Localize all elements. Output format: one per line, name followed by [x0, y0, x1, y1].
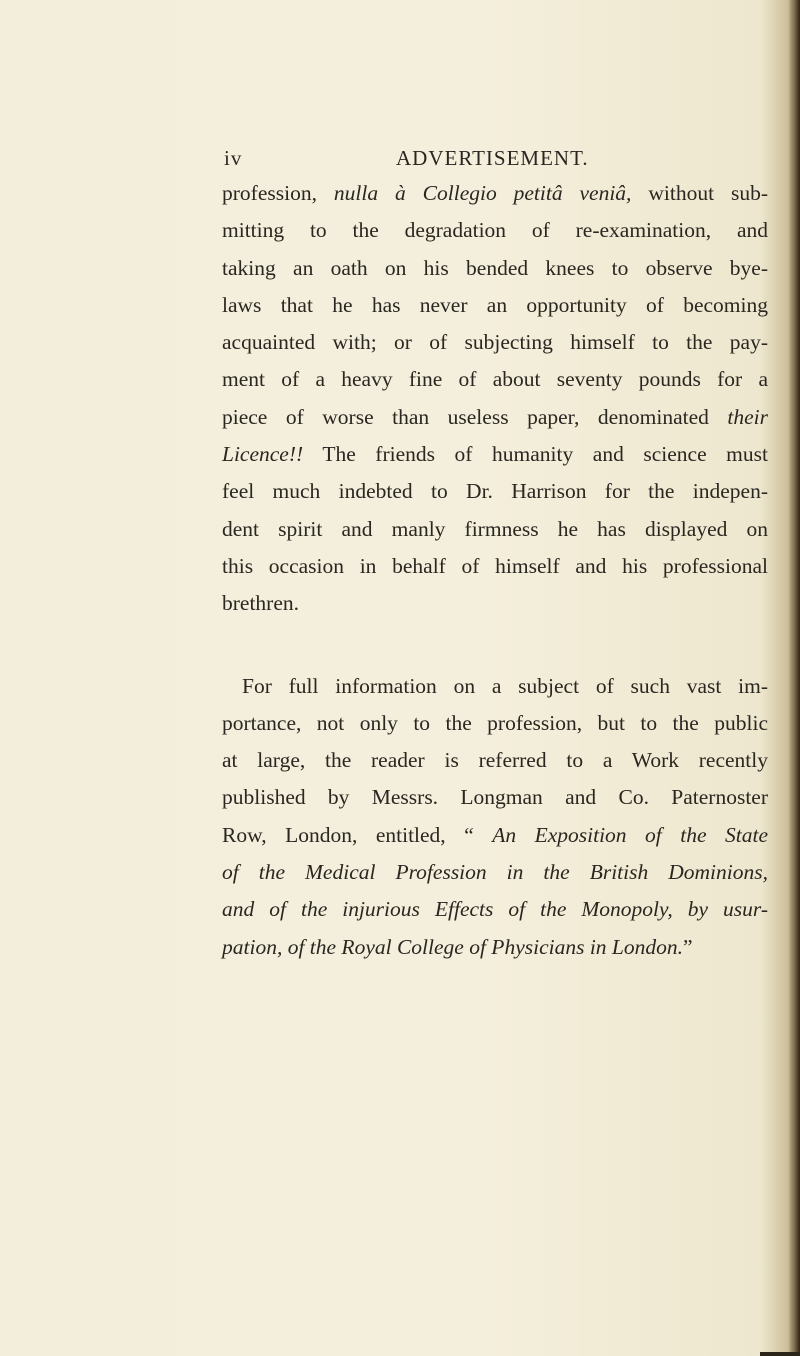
- text-line: [222, 361, 768, 398]
- italic-text: An Exposition of the State: [492, 822, 768, 847]
- text-run: Row, London, entitled, “: [222, 822, 493, 847]
- text-run: taking an oath on his bended knees to observe bye-: [222, 255, 768, 280]
- text-line: [222, 929, 768, 966]
- text-line: [222, 175, 768, 212]
- paragraph-2: [222, 668, 768, 966]
- text-run: piece of worse than useless paper, denominated: [222, 404, 728, 429]
- text-line: [222, 817, 768, 854]
- corner-mark: [760, 1352, 800, 1356]
- running-title: ADVERTISEMENT.: [396, 146, 589, 170]
- text-line: [222, 854, 768, 891]
- text-run: feel much indebted to Dr. Harrison for the indepen-: [222, 479, 768, 504]
- text-line: [222, 705, 768, 742]
- text-line: [222, 250, 768, 287]
- italic-text: nulla à Collegio petitâ veniâ,: [333, 181, 632, 205]
- text-line: [222, 212, 768, 249]
- text-run: mitting to the degradation of re-examination, and: [222, 218, 768, 243]
- text-line: [222, 742, 768, 779]
- text-run: ”: [683, 934, 693, 959]
- text-line: [222, 324, 768, 361]
- text-run: laws that he has never an opportunity of becoming: [222, 292, 768, 317]
- text-run: acquainted with; or of subjecting himself to the pay-: [222, 330, 768, 355]
- text-run: published by Messrs. Longman and Co. Paternoster: [222, 785, 768, 810]
- text-run: portance, not only to the profession, but to the public: [222, 710, 768, 735]
- text-run: The friends of humanity and science must: [303, 442, 768, 467]
- italic-text: pation, of the Royal College of Physicians in London.: [222, 934, 684, 959]
- text-line: [222, 287, 768, 324]
- text-run: this occasion in behalf of himself and his professional: [222, 553, 768, 578]
- body-text: [222, 175, 768, 966]
- text-run: dent spirit and manly firmness he has displayed on: [222, 516, 768, 541]
- text-line: [222, 473, 768, 510]
- italic-text: of the Medical Profession in the British Dominions,: [222, 860, 768, 885]
- text-run: ment of a heavy fine of about seventy pounds for a: [222, 367, 768, 392]
- paragraph-gap: [222, 623, 768, 668]
- text-line: [222, 511, 768, 548]
- paragraph-1: [222, 175, 768, 623]
- text-line: [222, 891, 768, 928]
- text-line: [222, 399, 768, 436]
- text-line: [222, 548, 768, 585]
- text-line: [222, 668, 768, 705]
- italic-text: their: [727, 404, 768, 429]
- text-line: [222, 585, 768, 622]
- text-run: profession,: [222, 181, 334, 205]
- page-number: iv: [224, 146, 243, 170]
- text-line: [222, 779, 768, 816]
- text-run: without sub-: [631, 181, 768, 205]
- text-run: brethren.: [222, 591, 300, 616]
- text-run: For full information on a subject of such vast im-: [242, 673, 768, 698]
- text-line: [222, 436, 768, 473]
- page-edge-shadow: [788, 0, 800, 1356]
- text-run: at large, the reader is referred to a Work recently: [222, 748, 768, 773]
- italic-text: and of the injurious Effects of the Monopoly, by usur-: [222, 897, 768, 922]
- italic-text: Licence!!: [222, 442, 304, 467]
